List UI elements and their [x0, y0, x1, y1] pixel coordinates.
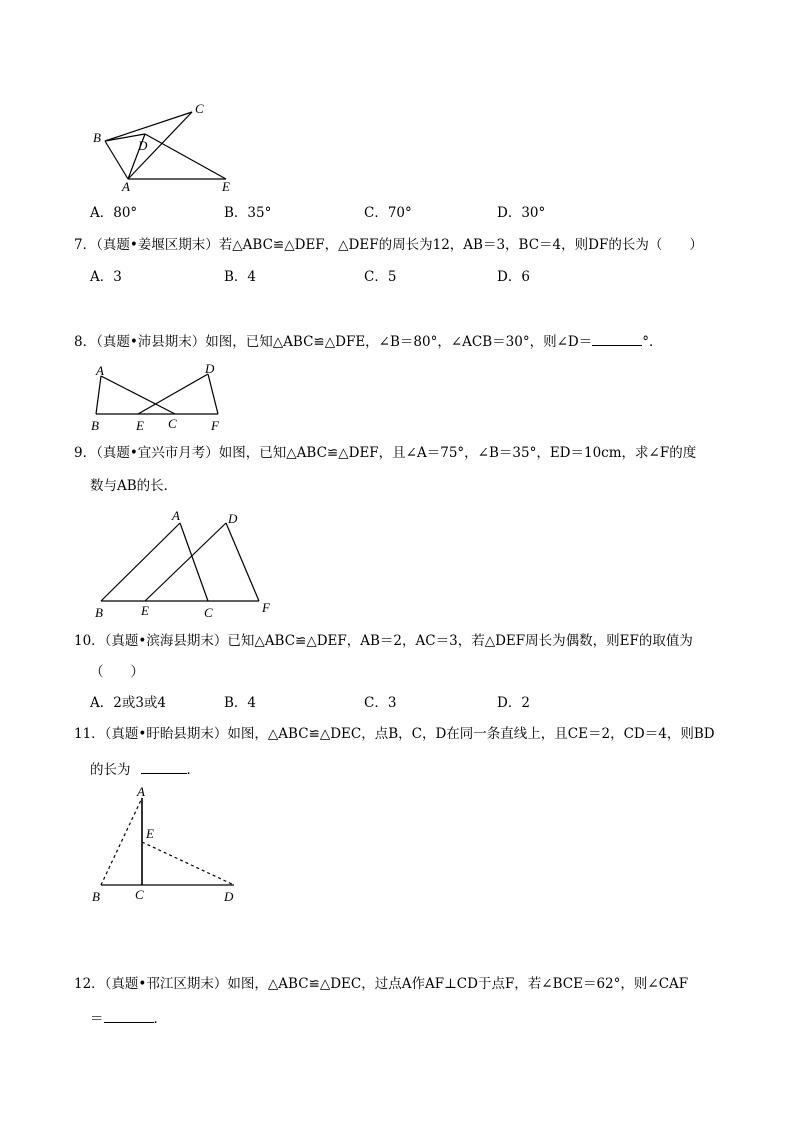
q11-label-C: C [135, 887, 144, 902]
q6-option-b: B．35° [224, 205, 272, 221]
q11-line2: 的长为 [90, 762, 131, 778]
q11-label-B: B [92, 889, 100, 904]
q8-stem: 8．（真题•沛县期末）如图，已知△ABC≌△DFE，∠B＝80°，∠ACB＝30°，则∠D＝ [74, 334, 593, 350]
q6-option-a: A．80° [90, 205, 138, 221]
q12-line1: 12．（真题•邗江区期末）如图，△ABC≌△DEC，过点A作AF⊥CD于点F，若∠BCE＝62°，则∠CAF [74, 976, 689, 992]
q10-option-b: B．4 [224, 695, 257, 711]
q12-line2: ＝ [90, 1011, 104, 1027]
q10-line2: （ ） [90, 664, 144, 680]
q12-answer-blank[interactable] [104, 1010, 154, 1023]
q12-tail: ． [153, 1011, 167, 1027]
q7-option-b: B．4 [224, 269, 257, 285]
q9-label-C: C [204, 605, 213, 620]
q9-line1: 9．（真题•宜兴市月考）如图，已知△ABC≌△DEF，且∠A＝75°，∠B＝35°，ED＝10cm，求∠F的度 [74, 445, 697, 461]
q6-option-d: D．30° [497, 205, 546, 221]
q9-label-F: F [262, 600, 270, 615]
q7-stem: 7．（真题•姜堰区期末）若△ABC≌△DEF，△DEF的周长为12，AB＝3，BC＝4，则DF的长为（ ） [74, 237, 703, 253]
q10-option-a: A．2或3或4 [90, 695, 167, 711]
q6-label-D: D [138, 138, 148, 153]
q8-tail: °． [642, 334, 663, 350]
q7-option-a: A．3 [90, 269, 122, 285]
q6-label-C: C [195, 101, 204, 116]
q11-label-E: E [146, 826, 154, 841]
q12-line2-row [90, 1010, 167, 1027]
q7-option-c: C．5 [364, 269, 397, 285]
q9-line2: 数与AB的长． [90, 478, 178, 494]
q6-label-B: B [93, 130, 101, 145]
q10-option-d: D．2 [497, 695, 530, 711]
q11-line1: 11．（真题•盱眙县期末）如图，△ABC≌△DEC，点B，C，D在同一条直线上，且CE＝2，CD＝4，则BD [74, 726, 715, 742]
q7-option-d: D．6 [497, 269, 530, 285]
q11-tail: ． [186, 762, 200, 778]
q8-label-F: F [211, 418, 219, 433]
q10-option-c: C．3 [364, 695, 397, 711]
q11-label-D: D [224, 889, 234, 904]
q6-label-E: E [222, 179, 230, 194]
q9-label-B: B [95, 605, 103, 620]
q6-option-c: C．70° [364, 205, 412, 221]
q9-label-D: D [228, 511, 238, 526]
q6-label-A: A [122, 179, 130, 194]
q8-label-E: E [136, 418, 144, 433]
q10-line1: 10．（真题•滨海县期末）已知△ABC≌△DEF，AB＝2，AC＝3，若△DEF周长为偶数，则EF的取值为 [74, 633, 693, 649]
q8-label-B: B [91, 418, 99, 433]
q8-label-C: C [168, 416, 177, 431]
q9-label-A: A [172, 508, 180, 523]
q8-label-D: D [205, 361, 215, 376]
q11-label-A: A [137, 784, 145, 799]
q8-label-A: A [96, 363, 104, 378]
q9-label-E: E [141, 603, 149, 618]
